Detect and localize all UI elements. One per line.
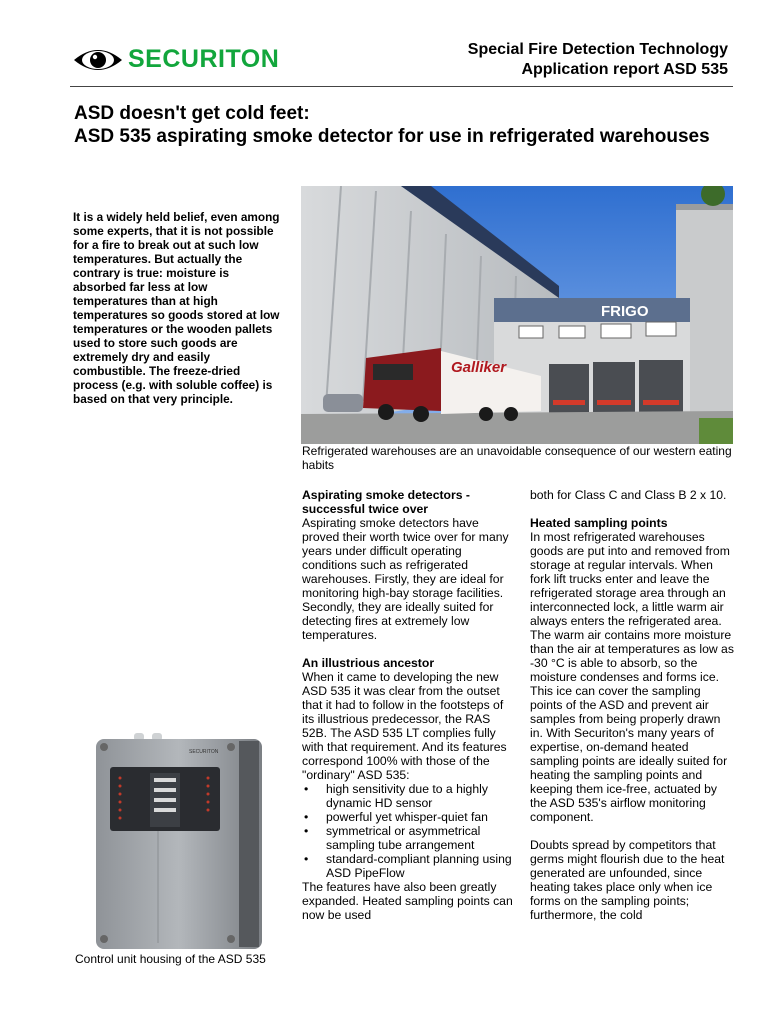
list-item: • standard-compliant planning using ASD PipeFlow bbox=[302, 852, 514, 880]
section-body-doubts: Doubts spread by competitors that germs might flourish due to the heat generated are unfounded, since heating takes place only when ice forms on the sampling points; furthermore, the cold bbox=[530, 838, 725, 922]
column-1 bbox=[302, 488, 514, 922]
column-2 bbox=[530, 488, 734, 936]
brand-name: SECURITON bbox=[128, 45, 280, 73]
column-continuation: both for Class C and Class B 2 x 10. bbox=[530, 488, 727, 502]
device-badge: SECURITON bbox=[189, 749, 219, 755]
header-line-2: Application report ASD 535 bbox=[521, 61, 728, 78]
section-body-ancestor: When it came to developing the new ASD 535 it was clear from the outset that it had to follow in the footsteps of its illustrious predecessor, the RAS 52B. The ASD 535 LT complies fully with that requirement. And its features correspond 100% with those of the "ordinary" ASD 535: bbox=[302, 670, 507, 782]
photo-caption: Refrigerated warehouses are an unavoidable consequence of our western eating habits bbox=[302, 444, 732, 472]
list-item: • high sensitivity due to a highly dynamic HD sensor bbox=[302, 782, 514, 810]
section-heading-successful: Aspirating smoke detectors - successful twice over bbox=[302, 488, 470, 516]
title-line-2: ASD 535 aspirating smoke detector for use in refrigerated warehouses bbox=[74, 125, 710, 147]
section-body-ancestor-continued: The features have also been greatly expanded. Heated sampling points can now be used bbox=[302, 880, 513, 922]
device-caption: Control unit housing of the ASD 535 bbox=[75, 952, 266, 966]
intro-paragraph: It is a widely held belief, even among some experts, that it is not possible for a fire to break out at such low temperatures. But actually the contrary is true: moisture is absorbed far less at low temperatures than at high temperatures so goods stored at low temperatures or the wooden pallets used to store such goods are extremely dry and easily combustible. The freeze-dried process (e.g. with soluble coffee) is based on that very principle. bbox=[73, 210, 280, 406]
page-title bbox=[74, 103, 714, 148]
securiton-eye-logo-icon bbox=[72, 44, 124, 76]
list-item: • symmetrical or asymmetrical sampling tube arrangement bbox=[302, 824, 514, 852]
section-body-heated: In most refrigerated warehouses goods are put into and removed from storage at regular intervals. When fork lift trucks enter and leave the refrigerated storage area through an interconnected lock, a little warm air always enters the refrigerated area. The warm air contains more moisture than the air at temperatures as low as -30 °C is able to absorb, so the moisture condenses and forms ice. This ice can cover the sampling points of the ASD and prevent air samples from being properly drawn in. With Securiton's many years of expertise, on-demand heated sampling points are ideally suited for heating the sampling points and keeping them ice-free, actuated by the ASD 535's airflow monitoring component. bbox=[530, 530, 734, 824]
header-line-1: Special Fire Detection Technology bbox=[467, 41, 728, 58]
warehouse-photo bbox=[301, 186, 733, 444]
section-heading-heated: Heated sampling points bbox=[530, 516, 668, 530]
feature-list bbox=[302, 782, 514, 880]
control-unit-photo bbox=[94, 733, 264, 951]
title-line-1: ASD doesn't get cold feet: bbox=[74, 103, 310, 124]
header-divider bbox=[70, 86, 733, 87]
section-body-successful: Aspirating smoke detectors have proved their worth twice over for many years under difficult operating conditions such as refrigerated warehouses. Firstly, they are ideal for monitoring high-bay storage facilities. Secondly, they are ideally suited for detecting fires at extremely low temperatures. bbox=[302, 516, 509, 642]
building-sign: FRIGO bbox=[601, 303, 649, 320]
list-item: • powerful yet whisper-quiet fan bbox=[302, 810, 514, 824]
truck-text: Galliker bbox=[451, 359, 507, 376]
section-heading-ancestor: An illustrious ancestor bbox=[302, 656, 435, 670]
